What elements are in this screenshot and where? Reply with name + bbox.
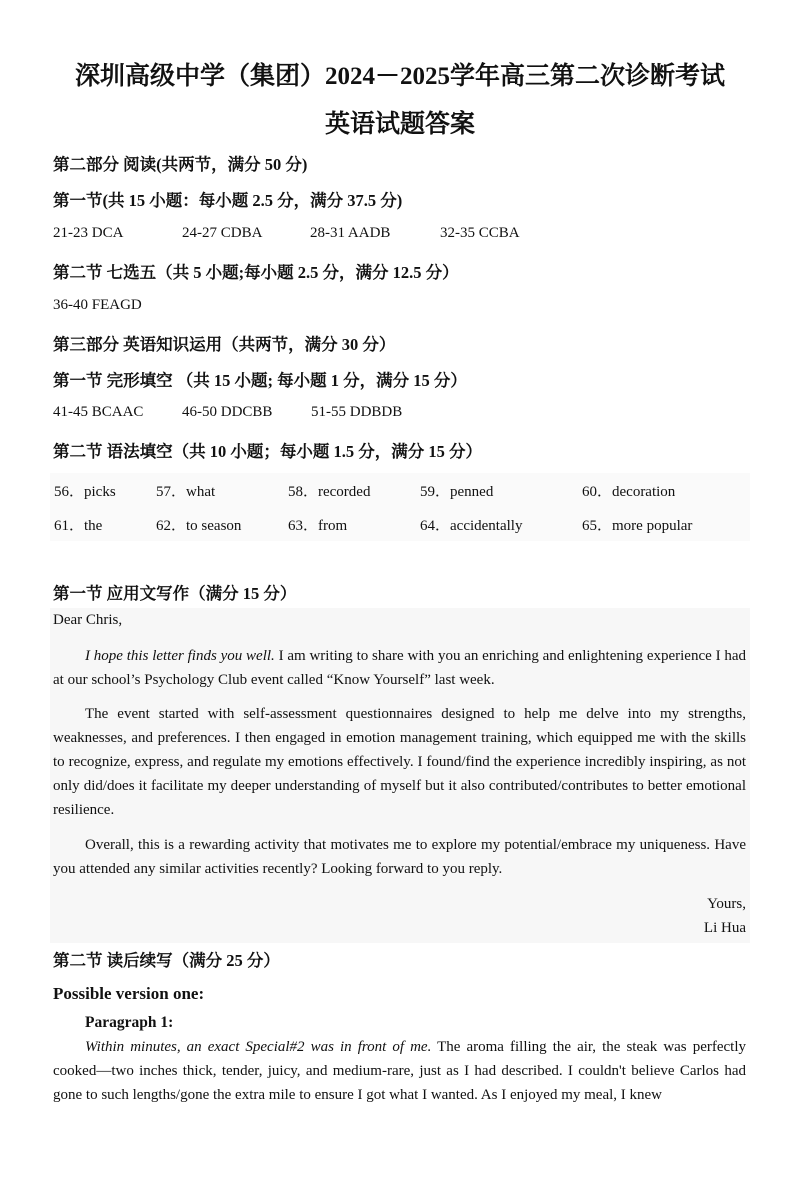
letter-paragraph: [53, 644, 746, 692]
document-title: 深圳高级中学（集团）2024－2025学年高三第二次诊断考试: [74, 63, 725, 90]
italic-opening: Within minutes, an exact Special#2 was in front of me.: [85, 1039, 432, 1055]
grammar-answer: 62．to season: [156, 517, 242, 534]
cloze-answer: 41-45 BCAAC: [53, 404, 144, 420]
paragraph-label: Paragraph 1:: [85, 1014, 174, 1031]
grammar-answer: 65．more popular: [582, 517, 693, 534]
part2-sec2-heading: 第二节 七选五（共 5 小题;每小题 2.5 分，满分 12.5 分）: [53, 263, 459, 282]
reading-answer: 32-35 CCBA: [440, 225, 520, 241]
table-row: [50, 473, 750, 507]
letter-paragraph: Overall, this is a rewarding activity that motivates me to explore my potential/embrace my uniqueness. Have you attended any similar activities recently? Looking forward to you reply.: [53, 837, 746, 877]
seven-five-answer: 36-40 FEAGD: [53, 297, 142, 313]
reading-answer: 24-27 CDBA: [182, 225, 263, 241]
part2-heading: 第二部分 阅读(共两节，满分 50 分): [53, 155, 308, 174]
version-heading: Possible version one:: [53, 984, 205, 1003]
letter-greeting: Dear Chris,: [53, 612, 123, 628]
grammar-answer: 56．picks: [54, 483, 116, 500]
grammar-answer: 63．from: [288, 517, 348, 534]
letter-closing: Yours,: [707, 896, 746, 912]
paragraph-text: The aroma filling the air, the steak was perfectly cooked—two inches thick, tender, juicy, and medium-rare, just as I had described. I couldn't believe Carlos had gone to such lengths/gone the extra mile to ensure I got what I wanted. As I enjoyed my meal, I knew: [53, 1039, 746, 1103]
paragraph-text: I am writing to share with you an enriching and enlightening experience I had at our school’s Psychology Club event called “Know Yourself” last week.: [53, 648, 747, 688]
part3-heading: 第三部分 英语知识运用（共两节，满分 30 分）: [53, 335, 396, 354]
letter-paragraph: The event started with self-assessment questionnaires designed to help me delve into my strengths, weaknesses, and preferences. I then engaged in emotion management training, which equipped me with the skills to recognize, express, and regulate my emotions effectively. I found/find the experience incredibly inspiring, as not only did/does it facilitate my deeper understanding of myself but it also contributed/contributes to better emotional resilience.: [53, 706, 746, 818]
writing2-heading: 第二节 读后续写（满分 25 分）: [53, 951, 280, 970]
grammar-answer: 61．the: [54, 517, 103, 534]
grammar-answer: 57．what: [156, 483, 216, 500]
grammar-answer-table: [50, 473, 750, 541]
reading-answer: 28-31 AADB: [310, 225, 391, 241]
italic-opening: I hope this letter finds you well.: [85, 648, 275, 664]
document-subtitle: 英语试题答案: [324, 111, 475, 138]
letter-signature: Li Hua: [703, 920, 746, 936]
grammar-answer: 60．decoration: [582, 483, 676, 500]
grammar-answer: 58．recorded: [288, 483, 371, 500]
part3-sec1-heading: 第一节 完形填空 （共 15 小题; 每小题 1 分，满分 15 分）: [53, 371, 467, 390]
cloze-answer: 46-50 DDCBB: [182, 404, 273, 420]
grammar-answer: 64．accidentally: [420, 517, 523, 534]
part2-sec1-heading: 第一节(共 15 小题：每小题 2.5 分，满分 37.5 分): [53, 191, 403, 210]
part3-sec2-heading: 第二节 语法填空（共 10 小题；每小题 1.5 分，满分 15 分）: [53, 442, 482, 461]
cloze-answer: 51-55 DDBDB: [311, 404, 403, 420]
writing1-heading: 第一节 应用文写作（满分 15 分）: [53, 584, 297, 603]
grammar-answer: 59．penned: [420, 483, 494, 500]
reading-answer: 21-23 DCA: [53, 225, 124, 241]
continuation-paragraph: [53, 1035, 746, 1107]
table-row: [50, 507, 750, 541]
